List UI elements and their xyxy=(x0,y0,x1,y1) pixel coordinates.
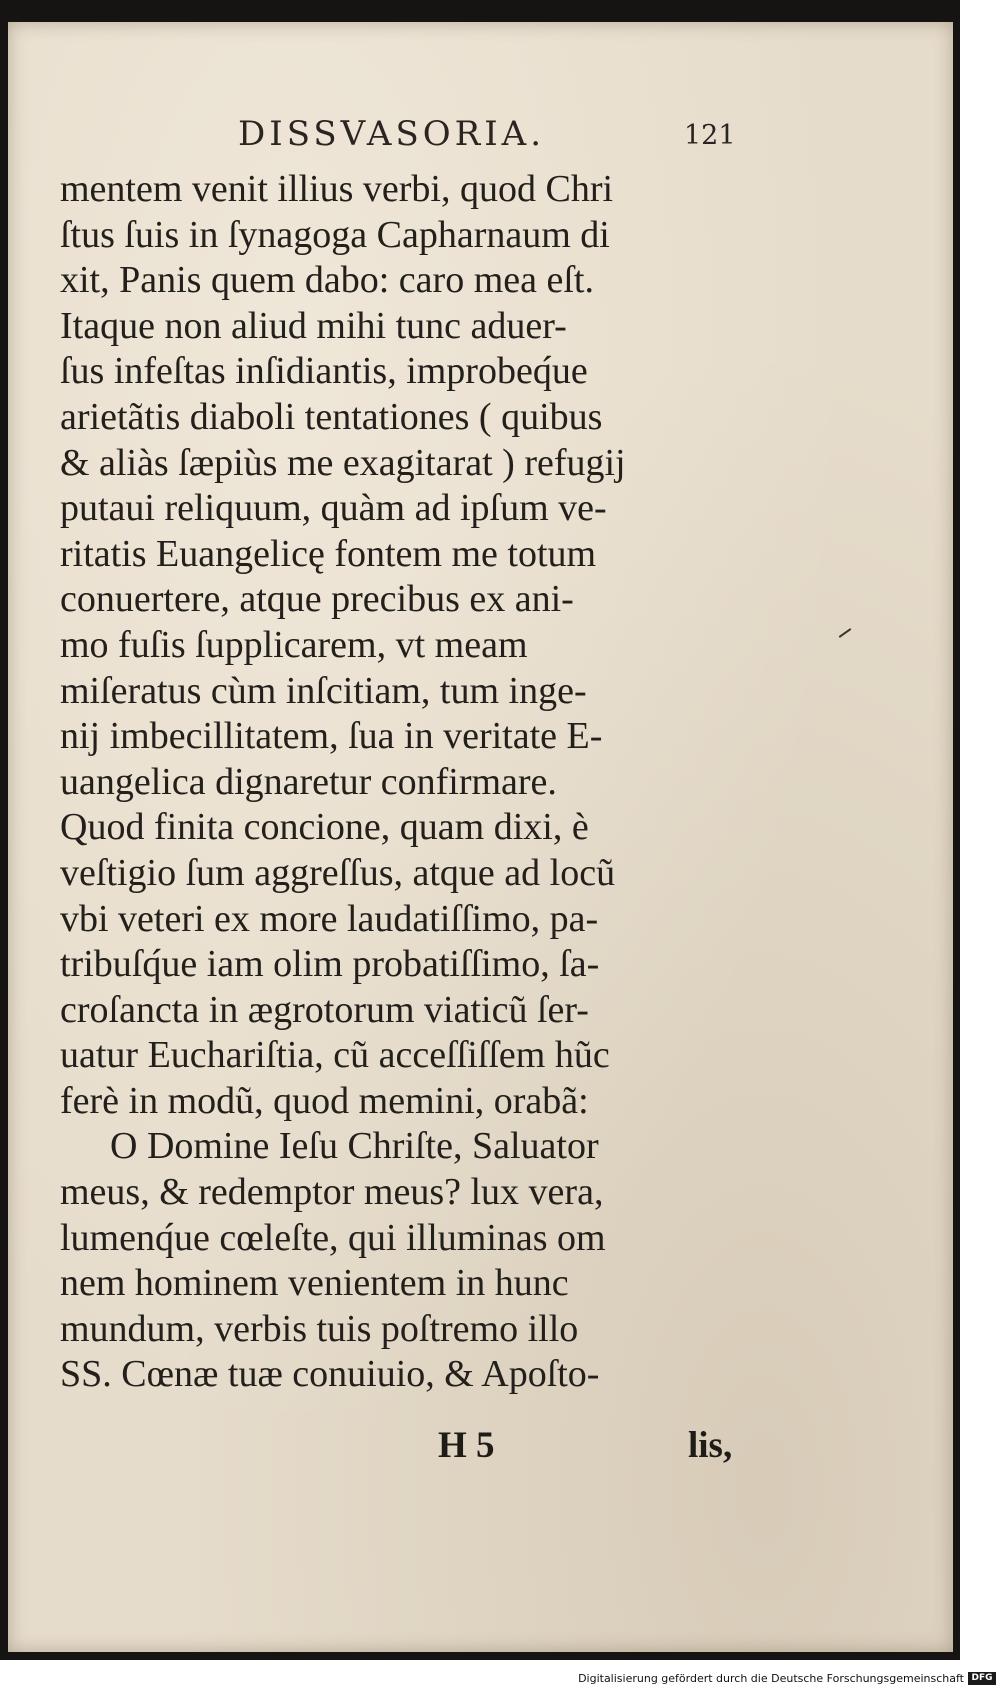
catchword: lis, xyxy=(688,1425,733,1466)
dfg-logo: DFG xyxy=(968,1672,996,1685)
text-line: nem hominem venientem in hunc xyxy=(60,1262,569,1305)
text-line: mo fuſis ſupplicarem, vt meam xyxy=(60,623,528,666)
text-line: ſtus ſuis in ſynagoga Capharnaum di xyxy=(60,213,610,256)
text-line: Itaque non aliud mihi tunc aduer- xyxy=(60,304,567,347)
text-line: O Domine Ieſu Chriſte, Saluator xyxy=(110,1125,599,1168)
text-line: lumenq́ue cœleſte, qui illuminas om xyxy=(60,1216,606,1259)
signature-mark: H 5 xyxy=(438,1425,495,1466)
text-line: veſtigio ſum aggreſſus, atque ad locũ xyxy=(60,851,616,894)
running-head: DISSVASORIA. xyxy=(238,114,546,154)
text-line: uangelica dignaretur confirmare. xyxy=(60,760,557,803)
text-line: nij imbecillitatem, ſua in veritate E- xyxy=(60,715,603,758)
text-line: putaui reliquum, quàm ad ipſum ve- xyxy=(60,487,607,530)
book-page xyxy=(8,22,953,1652)
text-block xyxy=(60,167,760,1398)
text-line: conuertere, atque precibus ex ani- xyxy=(60,578,574,621)
text-line: mentem venit illius verbi, quod Chri xyxy=(60,168,614,210)
text-line: & aliàs ſæpiùs me exagitarat ) refugij xyxy=(60,441,626,484)
text-line: xit, Panis quem dabo: caro mea eſt. xyxy=(60,259,594,302)
text-line: croſancta in ægrotorum viaticũ ſer- xyxy=(60,988,589,1031)
ink-mark xyxy=(839,628,852,638)
text-line: ferè in modũ, quod memini, orabã: xyxy=(60,1079,589,1122)
text-line: uatur Euchariſtia, cũ acceſſiſſem hũc xyxy=(60,1034,610,1077)
text-line: miſeratus cùm inſcitiam, tum inge- xyxy=(60,669,587,712)
text-line: mundum, verbis tuis poſtremo illo xyxy=(60,1307,579,1350)
text-line: vbi veteri ex more laudatiſſimo, pa- xyxy=(60,897,599,940)
text-line: meus, & redemptor meus? lux vera, xyxy=(60,1171,604,1214)
digitization-credit: Digitalisierung gefördert durch die Deutsche Forschungsgemeinschaft xyxy=(578,1672,964,1685)
text-line: ſus infeſtas inſidiantis, improbeq́ue xyxy=(60,350,588,393)
text-line: ritatis Euangelicę fontem me totum xyxy=(60,532,597,575)
text-line: arietãtis diaboli tentationes ( quibus xyxy=(60,395,603,438)
text-line: Quod finita concione, quam dixi, è xyxy=(60,806,589,849)
text-line: SS. Cœnæ tuæ conuiuio, & Apoſto- xyxy=(60,1353,600,1396)
page-number: 121 xyxy=(684,120,736,151)
text-line: tribuſq́ue iam olim probatiſſimo, ſa- xyxy=(60,943,600,986)
